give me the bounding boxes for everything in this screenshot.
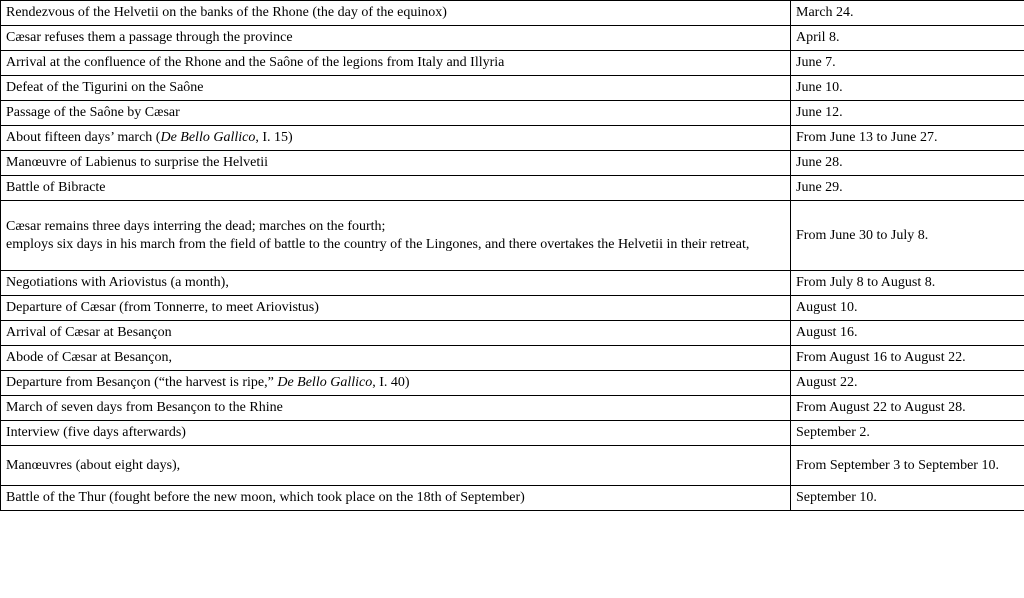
date-cell: From June 30 to July 8. — [791, 201, 1024, 271]
date-cell: From June 13 to June 27. — [791, 126, 1024, 151]
event-cell: Cæsar refuses them a passage through the province — [1, 26, 791, 51]
event-cell — [1, 201, 791, 271]
event-text: Departure from Besançon (“the harvest is ripe,” — [6, 375, 278, 390]
table-row — [1, 271, 1024, 296]
event-cell — [1, 371, 791, 396]
event-text: Cæsar remains three days interring the dead; marches on the fourth; — [6, 218, 386, 234]
table-row — [1, 76, 1024, 101]
event-cell: Abode of Cæsar at Besançon, — [1, 346, 791, 371]
event-cell: Battle of the Thur (fought before the new moon, which took place on the 18th of September) — [1, 486, 791, 511]
event-cell: Manœuvre of Labienus to surprise the Helvetii — [1, 151, 791, 176]
table-row — [1, 346, 1024, 371]
table-row — [1, 176, 1024, 201]
date-cell: April 8. — [791, 26, 1024, 51]
event-cell: March of seven days from Besançon to the Rhine — [1, 396, 791, 421]
table-row — [1, 296, 1024, 321]
date-cell: June 12. — [791, 101, 1024, 126]
table-row — [1, 421, 1024, 446]
event-cell: Battle of Bibracte — [1, 176, 791, 201]
event-cell — [1, 126, 791, 151]
event-text: About fifteen days’ march ( — [6, 130, 161, 145]
event-cell: Departure of Cæsar (from Tonnerre, to meet Ariovistus) — [1, 296, 791, 321]
date-cell: From August 22 to August 28. — [791, 396, 1024, 421]
date-cell: June 10. — [791, 76, 1024, 101]
table-row — [1, 396, 1024, 421]
event-cell: Passage of the Saône by Cæsar — [1, 101, 791, 126]
event-cell: Manœuvres (about eight days), — [1, 446, 791, 486]
work-title: De Bello Gallico — [160, 130, 256, 145]
date-cell: June 7. — [791, 51, 1024, 76]
date-cell: From July 8 to August 8. — [791, 271, 1024, 296]
table-row — [1, 1, 1024, 26]
date-cell: September 10. — [791, 486, 1024, 511]
table-row — [1, 151, 1024, 176]
date-cell: June 28. — [791, 151, 1024, 176]
date-cell: August 16. — [791, 321, 1024, 346]
table-row — [1, 51, 1024, 76]
table-row — [1, 101, 1024, 126]
event-cell: Arrival of Cæsar at Besançon — [1, 321, 791, 346]
event-cell: Negotiations with Ariovistus (a month), — [1, 271, 791, 296]
date-cell: August 22. — [791, 371, 1024, 396]
table-row — [1, 371, 1024, 396]
table-row — [1, 126, 1024, 151]
event-text: , I. 15) — [255, 130, 293, 145]
table-row — [1, 201, 1024, 271]
table-row — [1, 26, 1024, 51]
event-cell: Arrival at the confluence of the Rhone and the Saône of the legions from Italy and Illyria — [1, 51, 791, 76]
date-cell: March 24. — [791, 1, 1024, 26]
date-cell: June 29. — [791, 176, 1024, 201]
table-row — [1, 446, 1024, 486]
event-text: employs six days in his march from the field of battle to the country of the Lingones, and there overtakes the Helvetii in their retreat, — [6, 236, 750, 252]
work-title: De Bello Gallico — [277, 375, 373, 390]
event-text: , I. 40) — [372, 375, 410, 390]
date-cell: August 10. — [791, 296, 1024, 321]
table-row — [1, 321, 1024, 346]
event-cell: Defeat of the Tigurini on the Saône — [1, 76, 791, 101]
date-cell: September 2. — [791, 421, 1024, 446]
event-cell: Rendezvous of the Helvetii on the banks of the Rhone (the day of the equinox) — [1, 1, 791, 26]
date-cell: From August 16 to August 22. — [791, 346, 1024, 371]
date-cell: From September 3 to September 10. — [791, 446, 1024, 486]
table-row — [1, 486, 1024, 511]
event-cell: Interview (five days afterwards) — [1, 421, 791, 446]
